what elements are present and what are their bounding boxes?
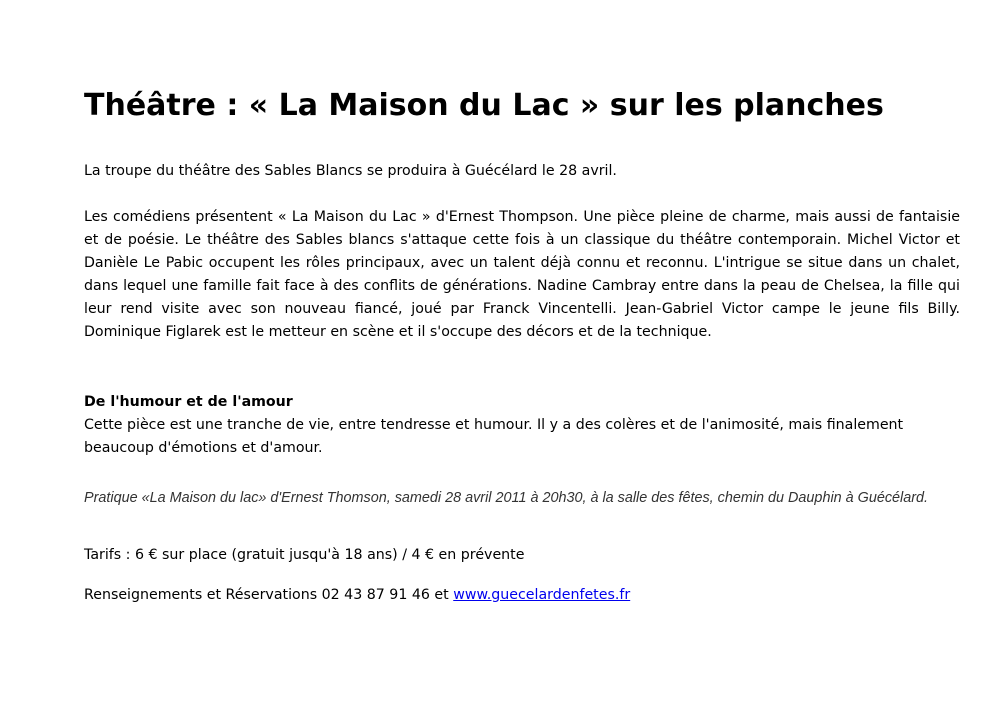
section-subheading: De l'humour et de l'amour bbox=[84, 394, 293, 410]
practical-info: Pratique «La Maison du lac» d'Ernest Thomson, samedi 28 avril 2011 à 20h30, à la salle des fêtes, chemin du Dauphin à Guécélard. bbox=[84, 490, 929, 506]
article-intro: La troupe du théâtre des Sables Blancs se produira à Guécélard le 28 avril. bbox=[84, 163, 617, 179]
section-body: Cette pièce est une tranche de vie, entre tendresse et humour. Il y a des colères et de l'animosité, mais finalement beaucoup d'émotions et d'amour. bbox=[84, 417, 904, 456]
website-link[interactable]: www.guecelardenfetes.fr bbox=[453, 587, 631, 603]
contact-prefix: Renseignements et Réservations 02 43 87 91 46 et bbox=[84, 587, 454, 603]
pricing-info: Tarifs : 6 € sur place (gratuit jusqu'à 18 ans) / 4 € en prévente bbox=[84, 547, 525, 563]
article-title: Théâtre : « La Maison du Lac » sur les planches bbox=[84, 88, 884, 123]
article-body: Les comédiens présentent « La Maison du Lac » d'Ernest Thompson. Une pièce pleine de charme, mais aussi de fantaisie et de poésie. Le théâtre des Sables blancs s'attaque cette fois à un classique du théâtre contemporain. Michel Victor et Danièle Le Pabic occupent les rôles principaux, avec un talent déjà connu et reconnu. L'intrigue se situe dans un chalet, dans lequel une famille fait face à des conflits de générations. Nadine Cambray entre dans la peau de Chelsea, la fille qui leur rend visite avec son nouveau fiancé, joué par Franck Vincentelli. Jean-Gabriel Victor campe le jeune fils Billy. Dominique Figlarek est le metteur en scène et il s'occupe des décors et de la technique. bbox=[84, 209, 960, 340]
contact-info bbox=[84, 584, 960, 607]
